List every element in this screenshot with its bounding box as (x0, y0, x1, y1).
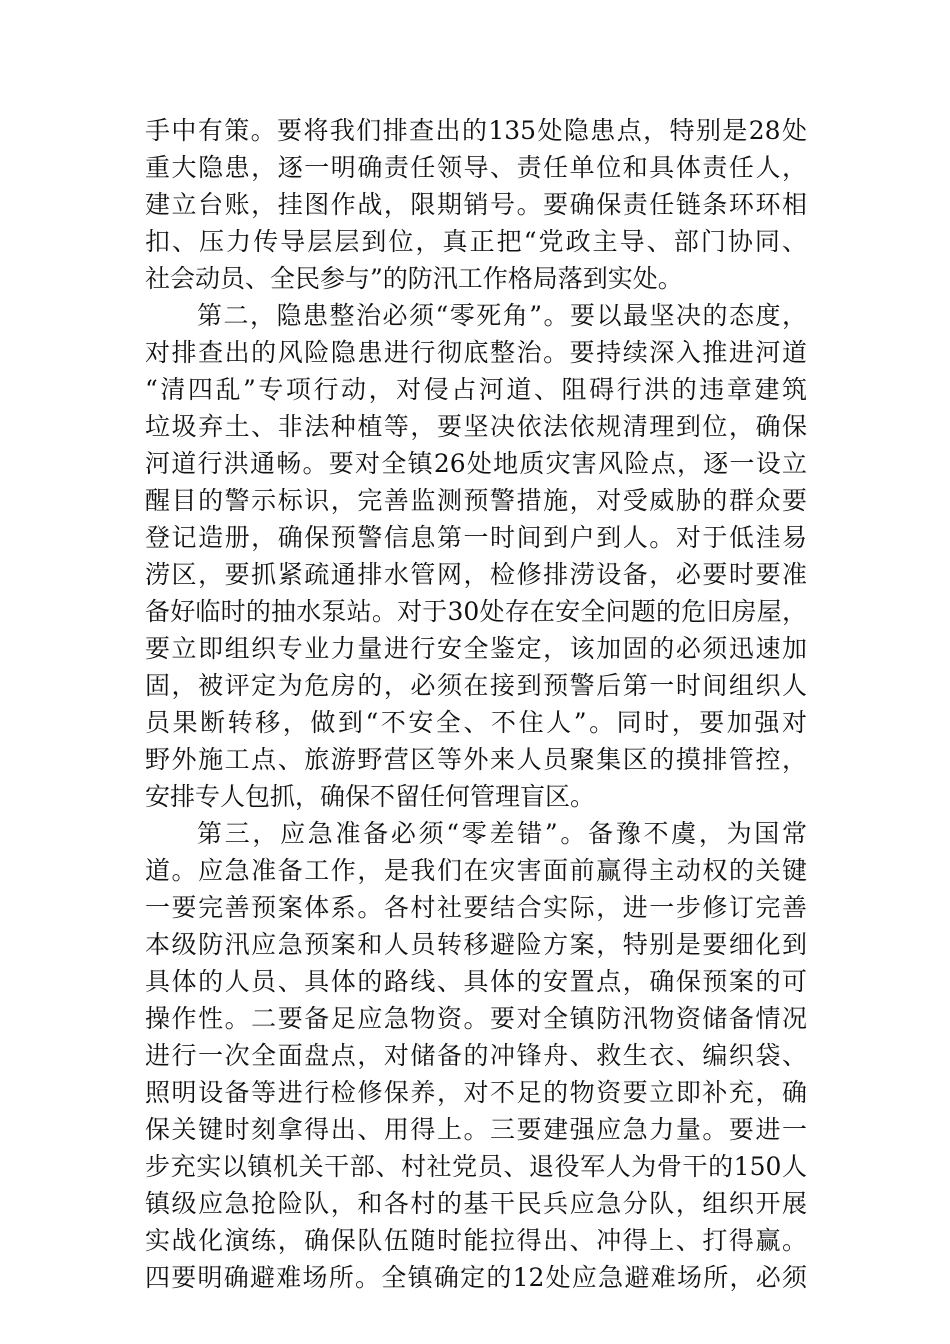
paragraph (145, 815, 807, 1296)
document-page (145, 112, 807, 1296)
text-line: 固，被评定为危房的，必须在接到预警后第一时间组织人 (145, 671, 807, 700)
text-line: 具体的人员、具体的路线、具体的安置点，确保预案的可 (145, 967, 807, 996)
text-line: 野外施工点、旅游野营区等外来人员聚集区的摸排管控， (145, 745, 807, 774)
text-line: 河道行洪通畅。要对全镇26处地质灾害风险点，逐一设立 (145, 449, 807, 478)
text-line: 要立即组织专业力量进行安全鉴定，该加固的必须迅速加 (145, 634, 807, 663)
text-line: 道。应急准备工作，是我们在灾害面前赢得主动权的关键 (145, 856, 807, 885)
text-line: 垃圾弃土、非法种植等，要坚决依法依规清理到位，确保 (145, 412, 807, 441)
text-line: 四要明确避难场所。全镇确定的12处应急避难场所，必须 (145, 1263, 807, 1292)
text-line: 第二，隐患整治必须“零死角”。要以最坚决的态度， (197, 301, 807, 330)
text-line: 醒目的警示标识，完善监测预警措施，对受威胁的群众要 (145, 486, 807, 515)
text-line: “清四乱”专项行动，对侵占河道、阻碍行洪的违章建筑 (145, 375, 807, 404)
text-line: 登记造册，确保预警信息第一时间到户到人。对于低洼易 (145, 523, 807, 552)
text-line: 涝区，要抓紧疏通排水管网，检修排涝设备，必要时要准 (145, 560, 807, 589)
text-line: 对排查出的风险隐患进行彻底整治。要持续深入推进河道 (145, 338, 807, 367)
text-line: 第三，应急准备必须“零差错”。备豫不虞，为国常 (197, 819, 807, 848)
text-line: 重大隐患，逐一明确责任领导、责任单位和具体责任人， (145, 153, 807, 182)
text-line: 实战化演练，确保队伍随时能拉得出、冲得上、打得赢。 (145, 1226, 807, 1255)
text-line: 扣、压力传导层层到位，真正把“党政主导、部门协同、 (145, 227, 807, 256)
text-line: 保关键时刻拿得出、用得上。三要建强应急力量。要进一 (145, 1115, 807, 1144)
text-line: 社会动员、全民参与”的防汛工作格局落到实处。 (145, 264, 683, 293)
paragraph (145, 112, 807, 297)
text-line: 建立台账，挂图作战，限期销号。要确保责任链条环环相 (145, 190, 807, 219)
text-line: 备好临时的抽水泵站。对于30处存在安全问题的危旧房屋， (145, 597, 807, 626)
text-line: 镇级应急抢险队，和各村的基干民兵应急分队，组织开展 (145, 1189, 807, 1218)
text-line: 手中有策。要将我们排查出的135处隐患点，特别是28处 (145, 116, 807, 145)
text-line: 一要完善预案体系。各村社要结合实际，进一步修订完善 (145, 893, 807, 922)
text-line: 本级防汛应急预案和人员转移避险方案，特别是要细化到 (145, 930, 807, 959)
text-line: 员果断转移，做到“不安全、不住人”。同时，要加强对 (145, 708, 807, 737)
text-line: 安排专人包抓，确保不留任何管理盲区。 (145, 782, 596, 811)
text-line: 照明设备等进行检修保养，对不足的物资要立即补充，确 (145, 1078, 807, 1107)
text-line: 操作性。二要备足应急物资。要对全镇防汛物资储备情况 (145, 1004, 807, 1033)
text-line: 进行一次全面盘点，对储备的冲锋舟、救生衣、编织袋、 (145, 1041, 807, 1070)
text-line: 步充实以镇机关干部、村社党员、退役军人为骨干的150人 (145, 1152, 807, 1181)
paragraph (145, 297, 807, 815)
